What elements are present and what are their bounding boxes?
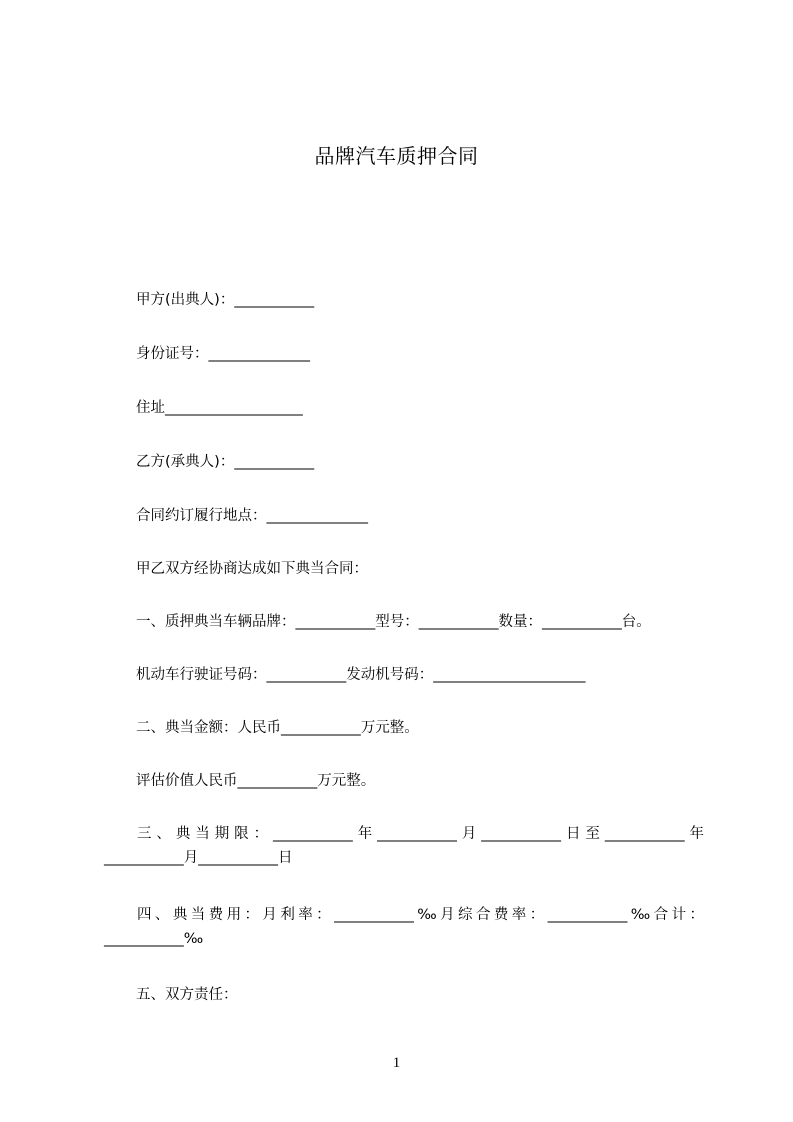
valuation-line: 评估价值人民币___________万元整。: [136, 773, 376, 789]
fees-paragraph: 四、典当费用：月利率：___________‰月综合费率：___________‰合计：___________‰: [104, 907, 704, 947]
contract-place-line: 合同约订履行地点：______________: [136, 508, 368, 524]
address-line: 住址___________________: [136, 400, 303, 416]
document-title: 品牌汽车质押合同: [314, 144, 479, 168]
id-number-line: 身份证号：______________: [136, 346, 310, 362]
amount-line: 二、典当金额：人民币___________万元整。: [136, 720, 419, 736]
agreement-line: 甲乙双方经协商达成如下典当合同：: [136, 561, 368, 577]
party-b-line: 乙方(承典人)：___________: [136, 454, 315, 470]
license-line: 机动车行驶证号码：___________发动机号码：_____________________: [136, 667, 586, 683]
vehicle-line: 一、质押典当车辆品牌：___________型号：___________数量：___________台。: [136, 614, 651, 630]
party-a-line: 甲方(出典人)：___________: [136, 292, 315, 308]
term-paragraph: 三、典当期限：___________年___________月___________日至___________年___________月___________日: [104, 826, 704, 866]
page-number: 1: [392, 1055, 401, 1071]
responsibilities-line: 五、双方责任：: [136, 987, 238, 1003]
